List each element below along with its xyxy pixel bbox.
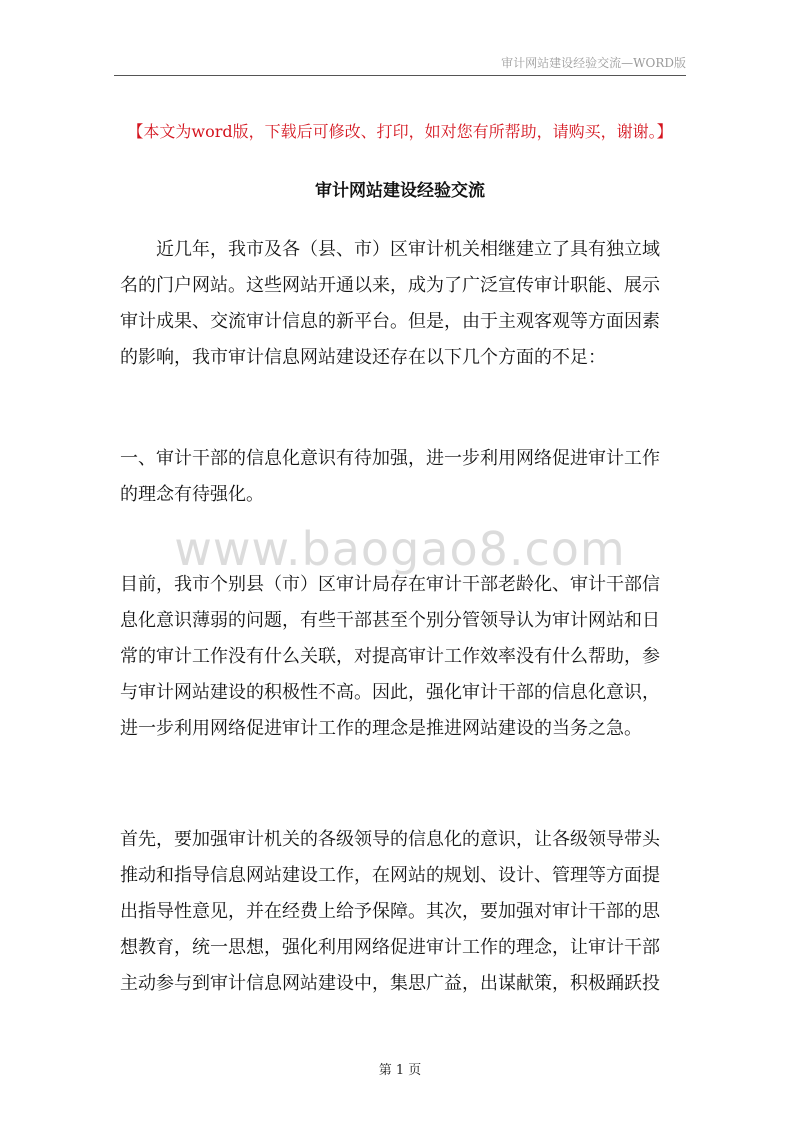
current-line: 进一步利用网络促进审计工作的理念是推进网站建设的当务之急。: [120, 718, 642, 739]
current-line: 息化意识薄弱的问题，有些干部甚至个别分管领导认为审计网站和日: [120, 610, 660, 631]
intro-line: 名的门户网站。这些网站开通以来，成为了广泛宣传审计职能、展示: [120, 275, 660, 296]
running-header: 审计网站建设经验交流—WORD版: [501, 56, 686, 70]
page-number: 第 1 页: [378, 1063, 422, 1078]
heading-line: 的理念有待强化。: [120, 484, 264, 505]
first-line: 想教育，统一思想，强化利用网络促进审计工作的理念，让审计干部: [120, 937, 660, 958]
first-line: 推动和指导信息网站建设工作，在网站的规划、设计、管理等方面提: [120, 865, 660, 886]
purchase-notice: 【本文为word版，下载后可修改、打印，如对您有所帮助，请购买，谢谢。】: [127, 122, 673, 141]
header-rule: [114, 75, 686, 76]
intro-line: 审计成果、交流审计信息的新平台。但是，由于主观客观等方面因素: [120, 311, 660, 332]
current-line: 与审计网站建设的积极性不高。因此，强化审计干部的信息化意识，: [120, 682, 660, 703]
document-title: 审计网站建设经验交流: [315, 181, 485, 201]
watermark: www.baogao8.com: [174, 522, 626, 576]
first-line: 首先，要加强审计机关的各级领导的信息化的意识，让各级领导带头: [120, 829, 660, 850]
current-line: 目前，我市个别县（市）区审计局存在审计干部老龄化、审计干部信: [120, 574, 660, 595]
intro-line: 近几年，我市及各（县、市）区审计机关相继建立了具有独立域: [156, 239, 660, 260]
first-line: 主动参与到审计信息网站建设中，集思广益，出谋献策，积极踊跃投: [120, 973, 660, 994]
intro-line: 的影响，我市审计信息网站建设还存在以下几个方面的不足：: [120, 347, 606, 368]
current-line: 常的审计工作没有什么关联，对提高审计工作效率没有什么帮助，参: [120, 646, 660, 667]
section-heading-1: [120, 441, 682, 513]
heading-line: 一、审计干部的信息化意识有待加强，进一步利用网络促进审计工作: [120, 448, 660, 469]
first-line: 出指导性意见，并在经费上给予保障。其次，要加强对审计干部的思: [120, 901, 660, 922]
current-situation-paragraph: [120, 567, 682, 747]
intro-paragraph: [120, 232, 682, 376]
first-measure-paragraph: [120, 822, 682, 1002]
